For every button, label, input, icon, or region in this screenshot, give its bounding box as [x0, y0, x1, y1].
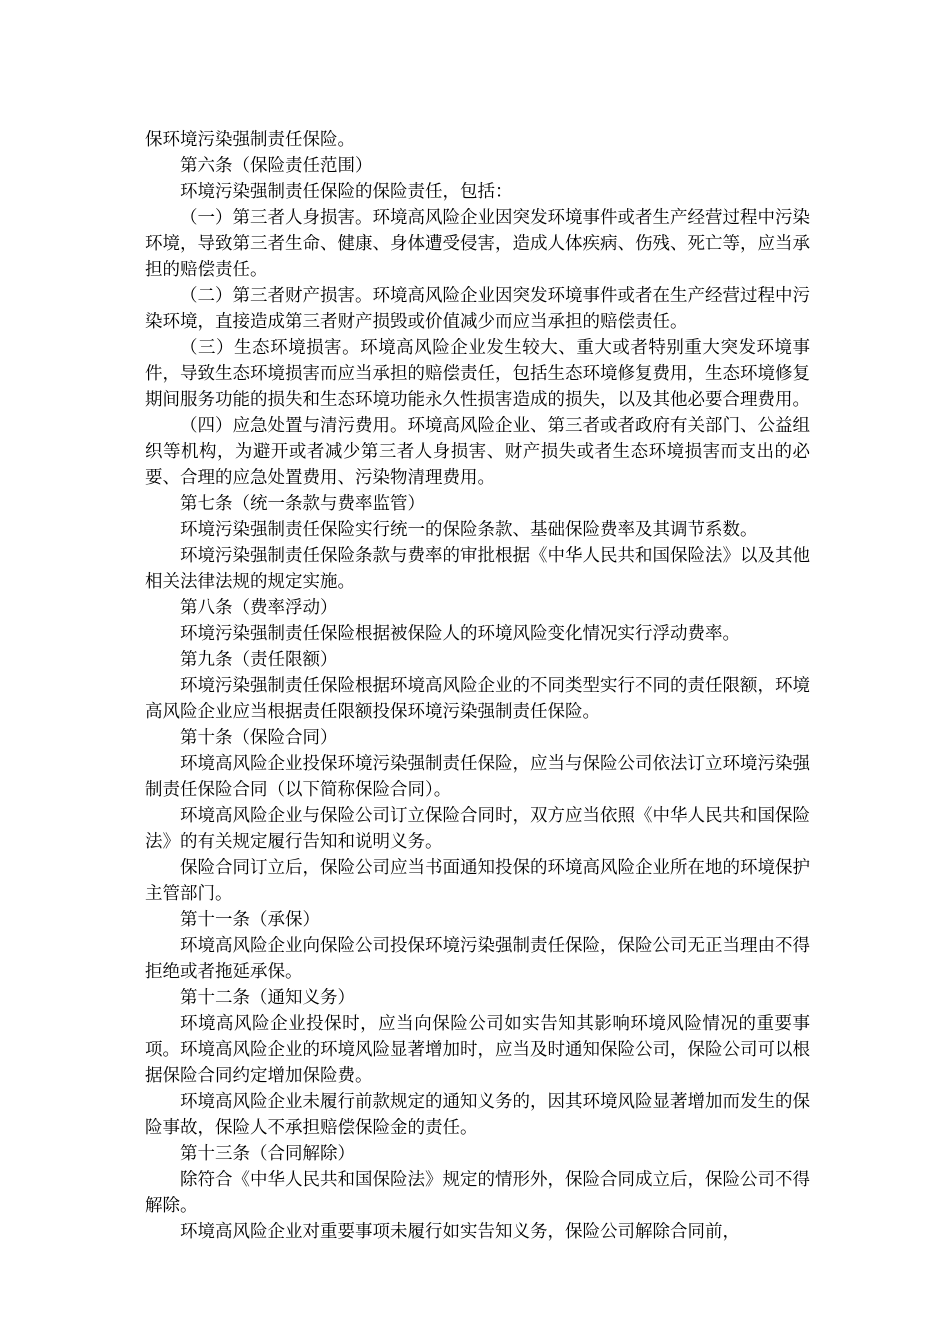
paragraph: 保环境污染强制责任保险。: [145, 130, 355, 150]
article-heading: 第八条（费率浮动）: [180, 598, 338, 618]
article-heading: 第十二条（通知义务）: [180, 988, 355, 1008]
paragraph: （四）应急处置与清污费用。环境高风险企业、第三者或者政府有关部门、公益组织等机构，为避开或者减少第三者人身损害、财产损失或者生态环境损害而支出的必要、合理的应急处置费用、污染物清理费用。: [145, 416, 810, 488]
paragraph: 环境高风险企业未履行前款规定的通知义务的，因其环境风险显著增加而发生的保险事故，保险人不承担赔偿保险金的责任。: [145, 1092, 810, 1138]
paragraph: 环境污染强制责任保险根据被保险人的环境风险变化情况实行浮动费率。: [180, 624, 740, 644]
paragraph: 环境高风险企业向保险公司投保环境污染强制责任保险，保险公司无正当理由不得拒绝或者拖延承保。: [145, 936, 810, 982]
article-heading: 第六条（保险责任范围）: [180, 156, 373, 176]
paragraph: （三）生态环境损害。环境高风险企业发生较大、重大或者特别重大突发环境事件，导致生态环境损害而应当承担的赔偿责任，包括生态环境修复费用，生态环境修复期间服务功能的损失和生态环境功能永久性损害造成的损失，以及其他必要合理费用。: [145, 338, 810, 410]
article-heading: 第七条（统一条款与费率监管）: [180, 494, 425, 514]
paragraph: 环境高风险企业投保时，应当向保险公司如实告知其影响环境风险情况的重要事项。环境高风险企业的环境风险显著增加时，应当及时通知保险公司，保险公司可以根据保险合同约定增加保险费。: [145, 1014, 810, 1086]
article-heading: 第九条（责任限额）: [180, 650, 338, 670]
paragraph: 环境高风险企业与保险公司订立保险合同时，双方应当依照《中华人民共和国保险法》的有关规定履行告知和说明义务。: [145, 806, 810, 852]
paragraph: （一）第三者人身损害。环境高风险企业因突发环境事件或者生产经营过程中污染环境，导致第三者生命、健康、身体遭受侵害，造成人体疾病、伤残、死亡等，应当承担的赔偿责任。: [145, 208, 810, 280]
article-heading: 第十三条（合同解除）: [180, 1144, 355, 1164]
document-body: [145, 127, 810, 1245]
paragraph: 除符合《中华人民共和国保险法》规定的情形外，保险合同成立后，保险公司不得解除。: [145, 1170, 810, 1216]
paragraph: 环境污染强制责任保险实行统一的保险条款、基础保险费率及其调节系数。: [180, 520, 758, 540]
paragraph: 环境高风险企业投保环境污染强制责任保险，应当与保险公司依法订立环境污染强制责任保险合同（以下简称保险合同）。: [145, 754, 810, 800]
paragraph: 环境污染强制责任保险条款与费率的审批根据《中华人民共和国保险法》以及其他相关法律法规的规定实施。: [145, 546, 810, 592]
paragraph: （二）第三者财产损害。环境高风险企业因突发环境事件或者在生产经营过程中污染环境，直接造成第三者财产损毁或价值减少而应当承担的赔偿责任。: [145, 286, 810, 332]
paragraph: 环境污染强制责任保险根据环境高风险企业的不同类型实行不同的责任限额，环境高风险企业应当根据责任限额投保环境污染强制责任保险。: [145, 676, 810, 722]
paragraph: 环境高风险企业对重要事项未履行如实告知义务，保险公司解除合同前，: [180, 1222, 740, 1242]
paragraph: 保险合同订立后，保险公司应当书面通知投保的环境高风险企业所在地的环境保护主管部门。: [145, 858, 810, 904]
article-heading: 第十条（保险合同）: [180, 728, 338, 748]
article-heading: 第十一条（承保）: [180, 910, 320, 930]
paragraph: 环境污染强制责任保险的保险责任，包括：: [180, 182, 513, 202]
